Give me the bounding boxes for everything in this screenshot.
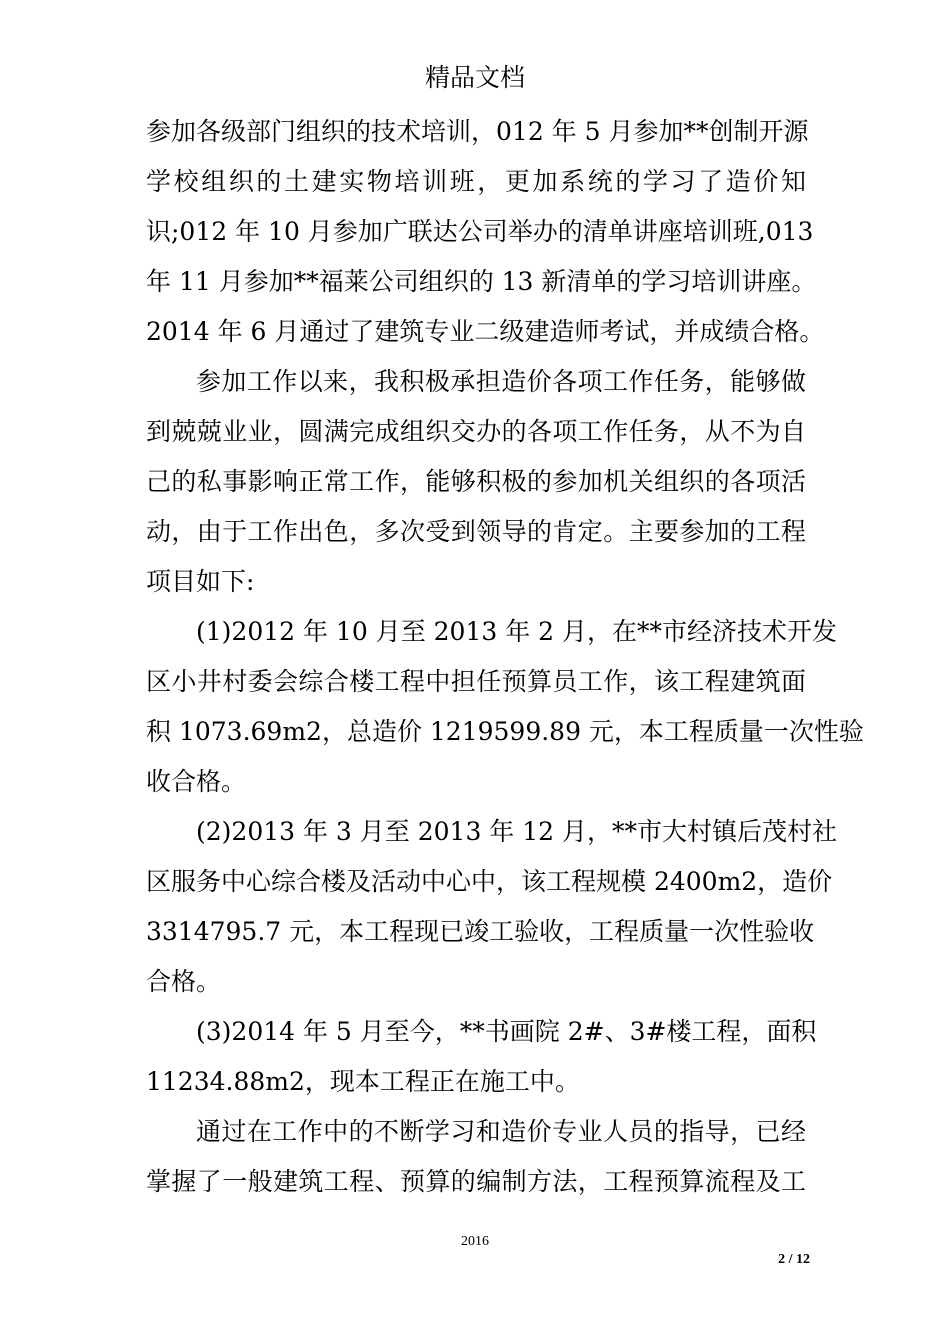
text-line: 识;012 年 10 月参加广联达公司举办的清单讲座培训班,013 [146, 217, 814, 246]
text-line: 学校组织的土建实物培训班，更加系统的学习了造价知 [146, 167, 806, 196]
text-line: 3314795.7 元，本工程现已竣工验收，工程质量一次性验收 [146, 917, 815, 946]
text-line: 区服务中心综合楼及活动中心中，该工程规模 2400m2，造价 [146, 867, 833, 896]
paragraph-last-line: 收合格。 [146, 767, 247, 796]
paragraph-last-line: 11234.88m2，现本工程正在施工中。 [146, 1067, 580, 1096]
page-header: 精品文档 [424, 63, 525, 92]
paragraph-last-line: 项目如下: [146, 567, 255, 596]
text-line: 积 1073.69m2，总造价 1219599.89 元，本工程质量一次性验 [146, 717, 864, 746]
paragraph-first-line: (2)2013 年 3 月至 2013 年 12 月，**市大村镇后茂村社 [196, 817, 838, 846]
paragraph-first-line: 参加工作以来，我积极承担造价各项工作任务，能够做 [196, 367, 806, 396]
paragraph-first-line: (3)2014 年 5 月至今，**书画院 2#、3#楼工程，面积 [196, 1017, 817, 1046]
text-line: 年 11 月参加**福莱公司组织的 13 新清单的学习培训讲座。 [146, 267, 817, 296]
paragraph-last-line: 合格。 [146, 967, 222, 996]
text-line: 掌握了一般建筑工程、预算的编制方法，工程预算流程及工 [146, 1167, 806, 1196]
text-line: 动，由于工作出色，多次受到领导的肯定。主要参加的工程 [146, 517, 806, 546]
document-body [146, 107, 864, 1207]
text-line: 区小井村委会综合楼工程中担任预算员工作，该工程建筑面 [146, 667, 806, 696]
footer-year: 2016 [461, 1234, 489, 1249]
text-line: 己的私事影响正常工作，能够积极的参加机关组织的各项活 [146, 467, 806, 496]
text-line: 参加各级部门组织的技术培训，012 年 5 月参加**创制开源 [146, 117, 809, 146]
text-line: 2014 年 6 月通过了建筑专业二级建造师考试，并成绩合格。 [146, 317, 825, 346]
paragraph-first-line: (1)2012 年 10 月至 2013 年 2 月，在**市经济技术开发 [196, 617, 838, 646]
paragraph-first-line: 通过在工作中的不断学习和造价专业人员的指导，已经 [196, 1117, 806, 1146]
text-line: 到兢兢业业，圆满完成组织交办的各项工作任务，从不为自 [146, 417, 806, 446]
page-number: 2 / 12 [778, 1252, 810, 1267]
